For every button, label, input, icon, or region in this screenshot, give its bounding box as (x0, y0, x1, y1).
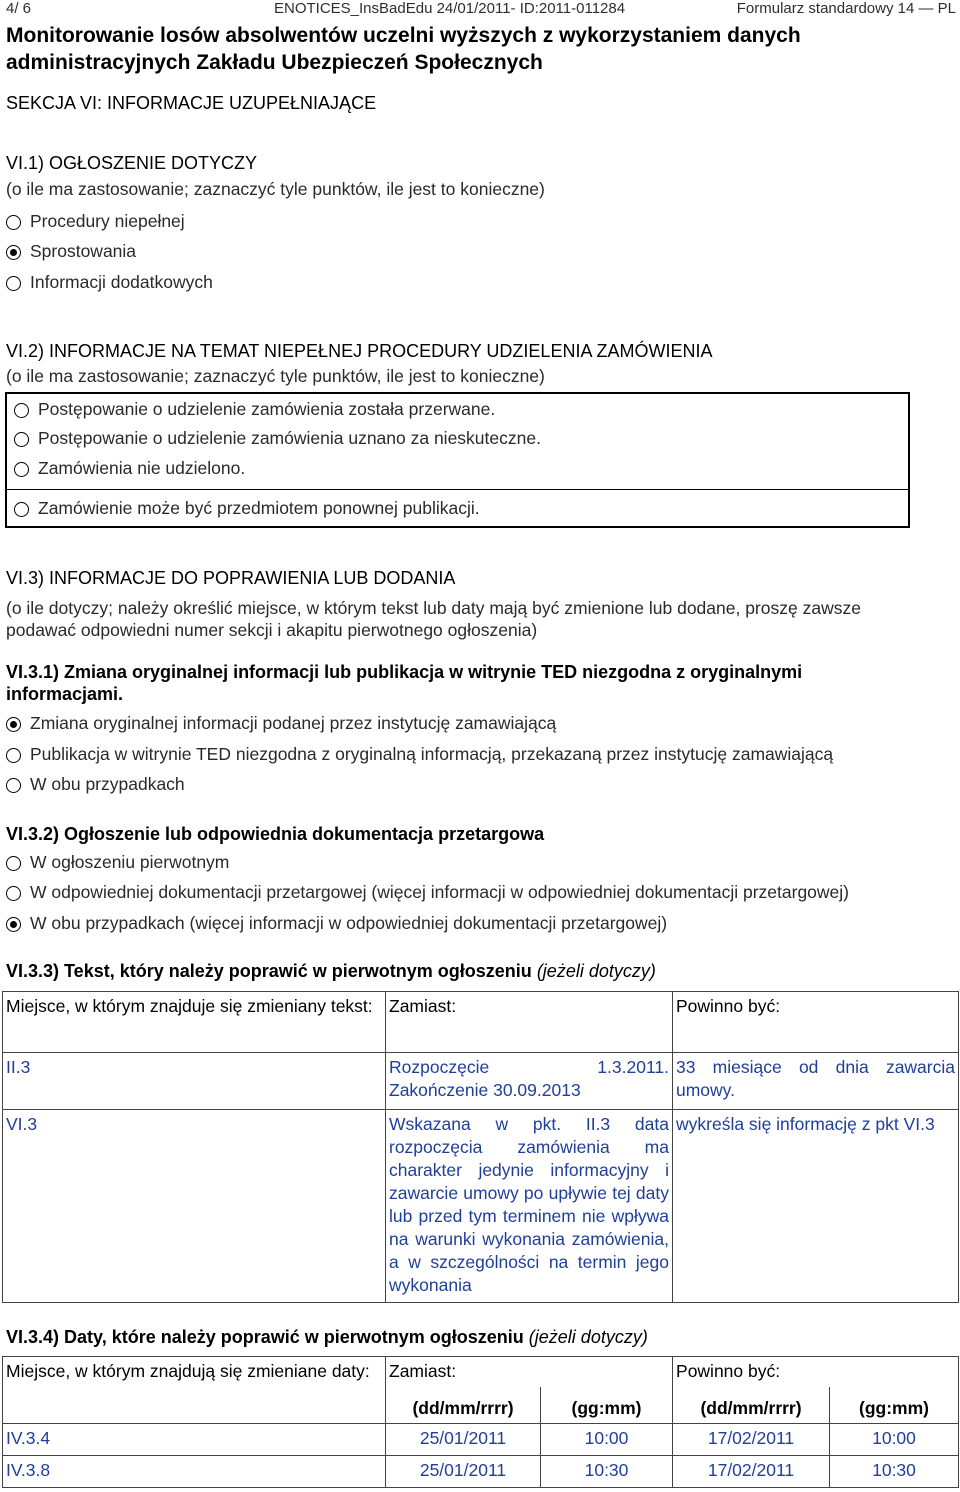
radio-unchecked-icon[interactable] (14, 403, 29, 418)
vi3-2-option-obu[interactable] (6, 912, 667, 934)
vi1-title: VI.1) OGŁOSZENIE DOTYCZY (6, 153, 258, 173)
vi2-title: VI.2) INFORMACJE NA TEMAT NIEPEŁNEJ PROCEDURY UDZIELENIA ZAMÓWIENIA (6, 341, 713, 361)
row-old-date: 25/01/2011 (386, 1424, 541, 1456)
row-old-time: 10:30 (541, 1456, 673, 1488)
option-label: Publikacja w witrynie TED niezgodna z oryginalną informacją, przekazaną przez instytucję zamawiającą (30, 744, 834, 764)
vi3-3-title-suffix: (jeżeli dotyczy) (536, 961, 656, 981)
vi3-2-option-pierwotne[interactable] (6, 851, 229, 873)
radio-unchecked-icon[interactable] (6, 276, 21, 291)
document-title-line-2: administracyjnych Zakładu Ubezpieczeń Społecznych (6, 51, 543, 74)
row-place: II.3 (3, 1053, 386, 1110)
column-header-place: Miejsce, w którym znajdują się zmieniane daty: (3, 1357, 386, 1424)
document-id: ENOTICES_InsBadEdu 24/01/2011- ID:2011-011284 (274, 0, 626, 17)
running-header (6, 0, 956, 18)
option-label: Sprostowania (30, 241, 137, 261)
radio-unchecked-icon[interactable] (6, 856, 21, 871)
vi2-option-przerwane[interactable] (14, 398, 495, 420)
row-old-date: 25/01/2011 (386, 1456, 541, 1488)
option-label: W ogłoszeniu pierwotnym (30, 852, 230, 872)
option-label: W obu przypadkach (więcej informacji w odpowiedniej dokumentacji przetargowej) (30, 913, 668, 933)
vi1-option-sprostowania[interactable] (6, 240, 136, 262)
radio-checked-icon[interactable] (6, 245, 21, 260)
vi3-3-title-text: VI.3.3) Tekst, który należy poprawić w pierwotnym ogłoszeniu (6, 961, 532, 981)
radio-checked-icon[interactable] (6, 717, 21, 732)
option-label: Zamówienia nie udzielono. (38, 458, 246, 478)
vi3-note-line-2: podawać odpowiedni numer sekcji i akapitu pierwotnego ogłoszenia) (6, 620, 538, 640)
radio-checked-icon[interactable] (6, 917, 21, 932)
vi1-option-informacji[interactable] (6, 271, 213, 293)
row-place: VI.3 (3, 1110, 386, 1303)
column-header-instead: Zamiast: (386, 1357, 673, 1388)
vi3-1-title (6, 661, 956, 705)
vi3-2-option-dokumentacja[interactable] (6, 881, 849, 903)
form-name: Formularz standardowy 14 — PL (736, 0, 956, 17)
radio-unchecked-icon[interactable] (14, 502, 29, 517)
vi2-option-ponowna-publikacja[interactable] (14, 497, 480, 519)
row-place: IV.3.4 (3, 1424, 386, 1456)
subheader-new-time: (gg:mm) (830, 1387, 959, 1424)
document-title-line-1: Monitorowanie losów absolwentów uczelni wyższych z wykorzystaniem danych (6, 24, 801, 47)
table-row (3, 1053, 959, 1110)
table-row (3, 1456, 959, 1488)
table-header-row (3, 1357, 959, 1388)
box-divider (7, 489, 908, 490)
text-corrections-table (2, 991, 959, 1303)
vi2-option-nie-udzielono[interactable] (14, 457, 245, 479)
option-label: Zmiana oryginalnej informacji podanej przez instytucję zamawiającą (30, 713, 557, 733)
vi3-title: VI.3) INFORMACJE DO POPRAWIENIA LUB DODANIA (6, 568, 456, 588)
option-label: Zamówienie może być przedmiotem ponownej publikacji. (38, 498, 480, 518)
vi3-1-option-zmiana[interactable] (6, 712, 556, 734)
row-new-date: 17/02/2011 (673, 1456, 830, 1488)
table-row (3, 1110, 959, 1303)
table-row (3, 1424, 959, 1456)
option-label: Informacji dodatkowych (30, 272, 213, 292)
row-instead: Wskazana w pkt. II.3 data rozpoczęcia zamówienia ma charakter jedynie informacyjny i zawarcie umowy po upływie tej daty lub przed tym terminem nie wpływa na warunki wykonania zamówienia, a w szczególności na termin jego wykonania (386, 1110, 673, 1303)
option-label: Procedury niepełnej (30, 211, 185, 231)
subheader-new-date: (dd/mm/rrrr) (673, 1387, 830, 1424)
subheader-old-time: (gg:mm) (541, 1387, 673, 1424)
option-label: Postępowanie o udzielenie zamówienia uznano za nieskuteczne. (38, 428, 541, 448)
vi3-1-option-ted[interactable] (6, 743, 833, 765)
radio-unchecked-icon[interactable] (14, 432, 29, 447)
radio-unchecked-icon[interactable] (6, 748, 21, 763)
vi3-4-title-suffix: (jeżeli dotyczy) (528, 1327, 648, 1347)
document-title (6, 22, 956, 76)
option-label: W obu przypadkach (30, 774, 185, 794)
row-new-time: 10:30 (830, 1456, 959, 1488)
row-new-date: 17/02/2011 (673, 1424, 830, 1456)
radio-unchecked-icon[interactable] (6, 886, 21, 901)
vi1-note: (o ile ma zastosowanie; zaznaczyć tyle punktów, ile jest to konieczne) (6, 179, 545, 199)
radio-unchecked-icon[interactable] (6, 215, 21, 230)
vi3-2-title: VI.3.2) Ogłoszenie lub odpowiednia dokumentacja przetargowa (6, 824, 545, 844)
row-should: 33 miesiące od dnia zawarcia umowy. (673, 1053, 959, 1110)
row-old-time: 10:00 (541, 1424, 673, 1456)
option-label: W odpowiedniej dokumentacji przetargowej (więcej informacji w odpowiedniej dokumentacji przetargowej) (30, 882, 850, 902)
page-number: 4/ 6 (6, 0, 32, 17)
row-instead: Rozpoczęcie 1.3.2011. Zakończenie 30.09.2013 (386, 1053, 673, 1110)
vi3-4-title-text: VI.3.4) Daty, które należy poprawić w pierwotnym ogłoszeniu (6, 1327, 524, 1347)
row-new-time: 10:00 (830, 1424, 959, 1456)
vi3-note (6, 597, 958, 641)
row-should: wykreśla się informację z pkt VI.3 (673, 1110, 959, 1303)
vi3-1-option-obu[interactable] (6, 773, 185, 795)
date-corrections-table (2, 1356, 959, 1488)
row-place: IV.3.8 (3, 1456, 386, 1488)
vi3-1-title-line-1: VI.3.1) Zmiana oryginalnej informacji lub publikacja w witrynie TED niezgodna z oryginalnymi (6, 662, 803, 682)
column-header-place: Miejsce, w którym znajduje się zmieniany tekst: (3, 992, 386, 1053)
option-label: Postępowanie o udzielenie zamówienia została przerwane. (38, 399, 496, 419)
column-header-should: Powinno być: (673, 992, 959, 1053)
vi3-note-line-1: (o ile dotyczy; należy określić miejsce, w którym tekst lub daty mają być zmienione lub dodane, proszę zawsze (6, 598, 861, 618)
table-header-row (3, 992, 959, 1053)
vi3-4-title (6, 1326, 648, 1348)
section-title: SEKCJA VI: INFORMACJE UZUPEŁNIAJĄCE (6, 93, 377, 113)
vi3-3-title (6, 960, 656, 982)
column-header-instead: Zamiast: (386, 992, 673, 1053)
subheader-old-date: (dd/mm/rrrr) (386, 1387, 541, 1424)
vi2-note: (o ile ma zastosowanie; zaznaczyć tyle punktów, ile jest to konieczne) (6, 366, 545, 386)
radio-unchecked-icon[interactable] (6, 778, 21, 793)
vi1-option-procedury[interactable] (6, 210, 185, 232)
vi3-1-title-line-2: informacjami. (6, 684, 124, 704)
column-header-should: Powinno być: (673, 1357, 959, 1388)
vi2-option-nieskuteczne[interactable] (14, 427, 541, 449)
radio-unchecked-icon[interactable] (14, 462, 29, 477)
